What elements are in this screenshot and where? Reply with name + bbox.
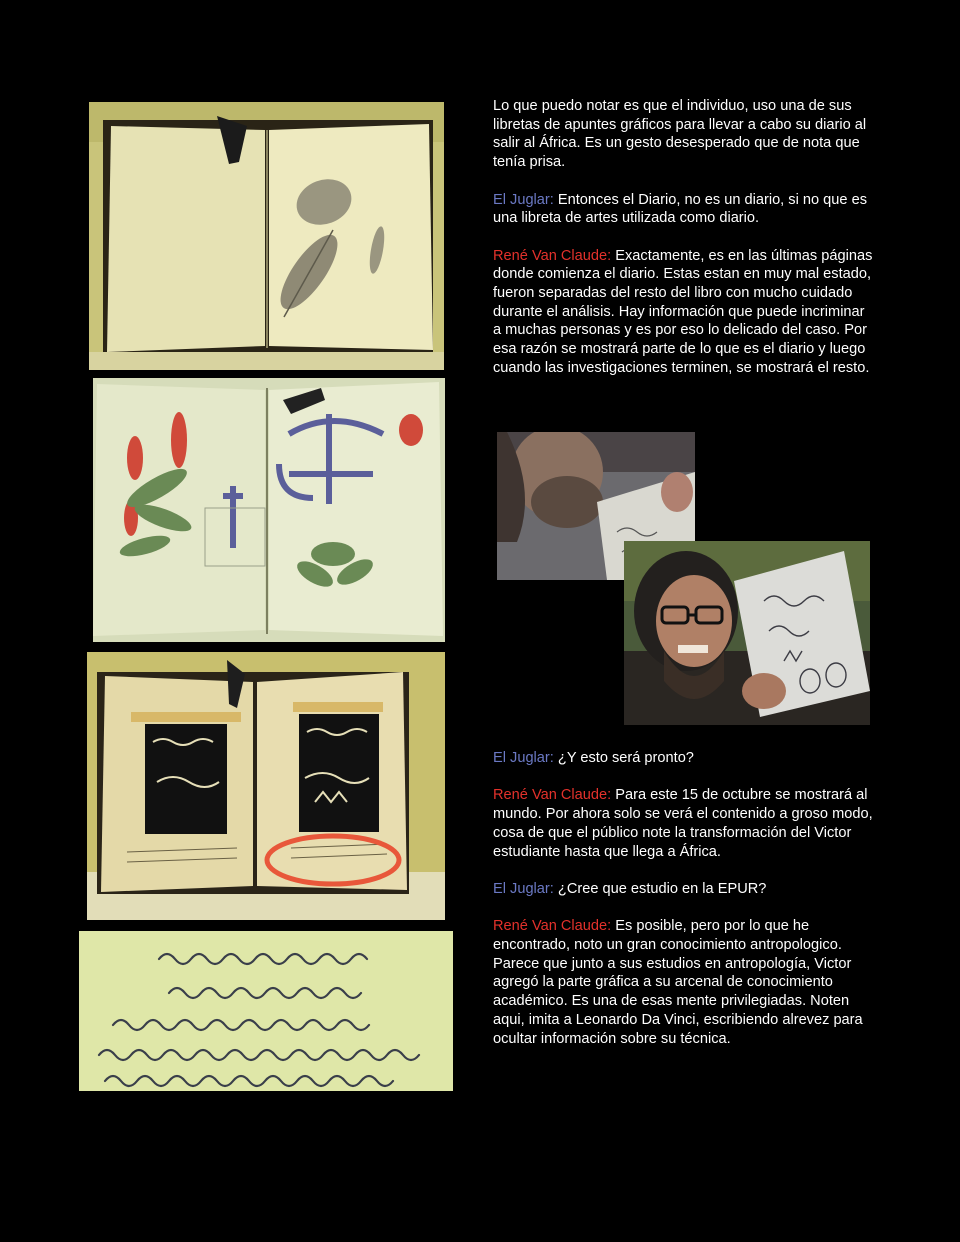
dialogue-line [493, 917, 873, 1048]
speaker-name: René Van Claude: [493, 247, 612, 264]
dialogue-text: Entonces el Diario, no es un diario, si no que es una libreta de artes utilizada como diario. [493, 191, 867, 227]
dialogue-text: Exactamente, es en las últimas páginas donde comienza el diario. Estas estan en muy mal estado, fueron separadas del resto del libro con mucho cuidado durante el análisis. Hay información que puede incriminar a muchas personas y es por eso lo delicado del caso. Por esa razón se mostrará parte de lo que es el diario y luego cuando las investigaciones terminen, se mostrará el resto. [493, 247, 873, 376]
speaker-name: René Van Claude: [493, 918, 612, 935]
intro-paragraph: Lo que puedo notar es que el individuo, uso una de sus libretas de apuntes gráficos para llevar a cabo su diario al salir al África. Es un gesto desesperado que de nota que tenía prisa. [493, 98, 867, 171]
text-bottom [493, 749, 873, 1048]
notebook-leaves-image [89, 102, 444, 370]
dialogue-text: Es posible, pero por lo que he encontrado, noto un gran conocimiento antropologico. Parece que junto a sus estudios en antropología, Victor agregó la parte gráfica a su arcenal de conocimiento académico. Es una de esas mente privilegiadas. Noten aqui, imita a Leonardo Da Vinci, escribiendo alrevez para ocultar información sobre su técnica. [493, 918, 863, 1047]
notebook-prints-image [87, 652, 445, 920]
dialogue-line [493, 247, 873, 378]
notebook-flowers-image [93, 378, 445, 642]
dialogue-text: ¿Cree que estudio en la EPUR? [557, 880, 767, 897]
notebook-prints-photo [87, 652, 445, 920]
notebook-leaves-photo [89, 102, 444, 370]
man-glasses-photo [624, 541, 870, 725]
notebook-flowers-photo [93, 378, 445, 642]
speaker-name: René Van Claude: [493, 787, 612, 804]
dialogue-text: Para este 15 de octubre se mostrará al mundo. Por ahora solo se verá el contenido a groso modo, cosa de que el público note la transformación del Victor estudiante hasta que llega a África. [493, 787, 873, 860]
speaker-name: El Juglar: [493, 750, 554, 766]
speaker-name: El Juglar: [493, 880, 554, 897]
dialogue-line [493, 191, 873, 228]
speaker-name: El Juglar: [493, 191, 554, 208]
mirror-writing-photo [79, 931, 453, 1091]
mirror-writing-image [79, 931, 453, 1091]
dialogue-text: ¿Y esto será pronto? [557, 750, 694, 766]
dialogue-line [493, 749, 873, 768]
dialogue-line [493, 786, 873, 861]
dialogue-line [493, 880, 873, 899]
text-top [493, 97, 873, 378]
man-glasses-image [624, 541, 870, 725]
